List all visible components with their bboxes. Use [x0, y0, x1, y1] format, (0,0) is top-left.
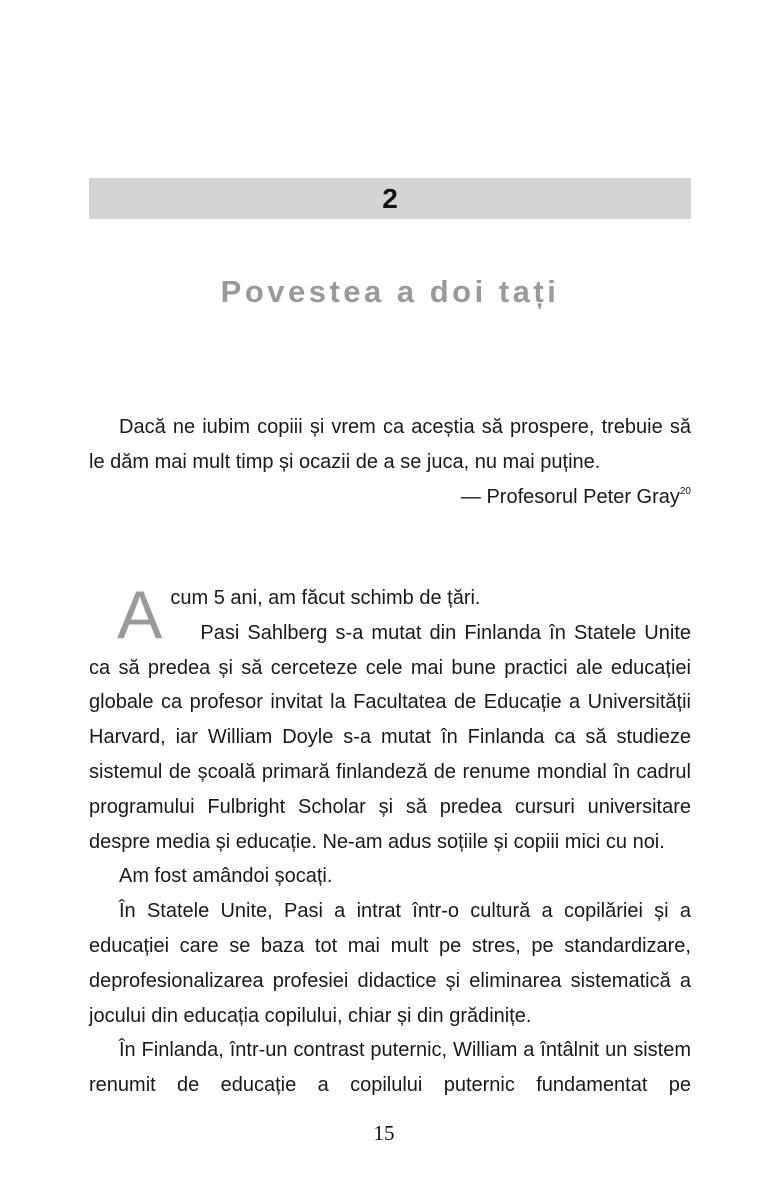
chapter-body — [89, 577, 691, 1103]
opening-line: cum 5 ani, am făcut schimb de țări. — [170, 587, 481, 609]
body-paragraph: Am fost amândoi șocați. — [119, 865, 333, 888]
footnote-marker: 20 — [679, 486, 691, 497]
epigraph-attribution — [89, 480, 691, 515]
page-number: 15 — [373, 1121, 395, 1145]
body-paragraph: Pasi Sahlberg s-a mutat din Finlanda în Statele Unite ca să predea și să cerceteze cele mai bune practici ale educației globale ca profesor invitat la Facultatea de Educație a Universității Harvard, iar William Doyle s-a mutat în Finlanda ca să studieze sistemul de școală primară finlandeză de renume mondial în cadrul programului Fulbright Scholar și să predea cursuri universitare despre media și educație. Ne-am adus soțiile și copiii mici cu noi. — [89, 621, 691, 853]
chapter-number: 2 — [382, 182, 398, 214]
chapter-header-bar — [89, 178, 691, 219]
drop-cap: A — [117, 577, 163, 653]
epigraph-author: — Profesorul Peter Gray — [460, 486, 680, 508]
epigraph — [89, 410, 691, 515]
opening-paragraph — [89, 577, 691, 653]
epigraph-quote: Dacă ne iubim copiii și vrem ca aceștia să prospere, trebuie să le dăm mai mult timp și ocazii de a se juca, nu mai puține. — [89, 416, 691, 473]
body-paragraph: În Statele Unite, Pasi a intrat într-o cultură a copilăriei și a educației care se baza tot mai mult pe stres, pe standardizare, deprofesionalizarea profesiei didactice și eliminarea sistematică a jocului din educația copilului, chiar și din grădinițe. — [89, 900, 691, 1027]
body-paragraph: În Finlanda, într-un contrast puternic, William a întâlnit un sistem renumit de educație a copilului puternic fundamentat pe — [89, 1039, 691, 1097]
chapter-title: Povestea a doi tați — [220, 274, 560, 309]
